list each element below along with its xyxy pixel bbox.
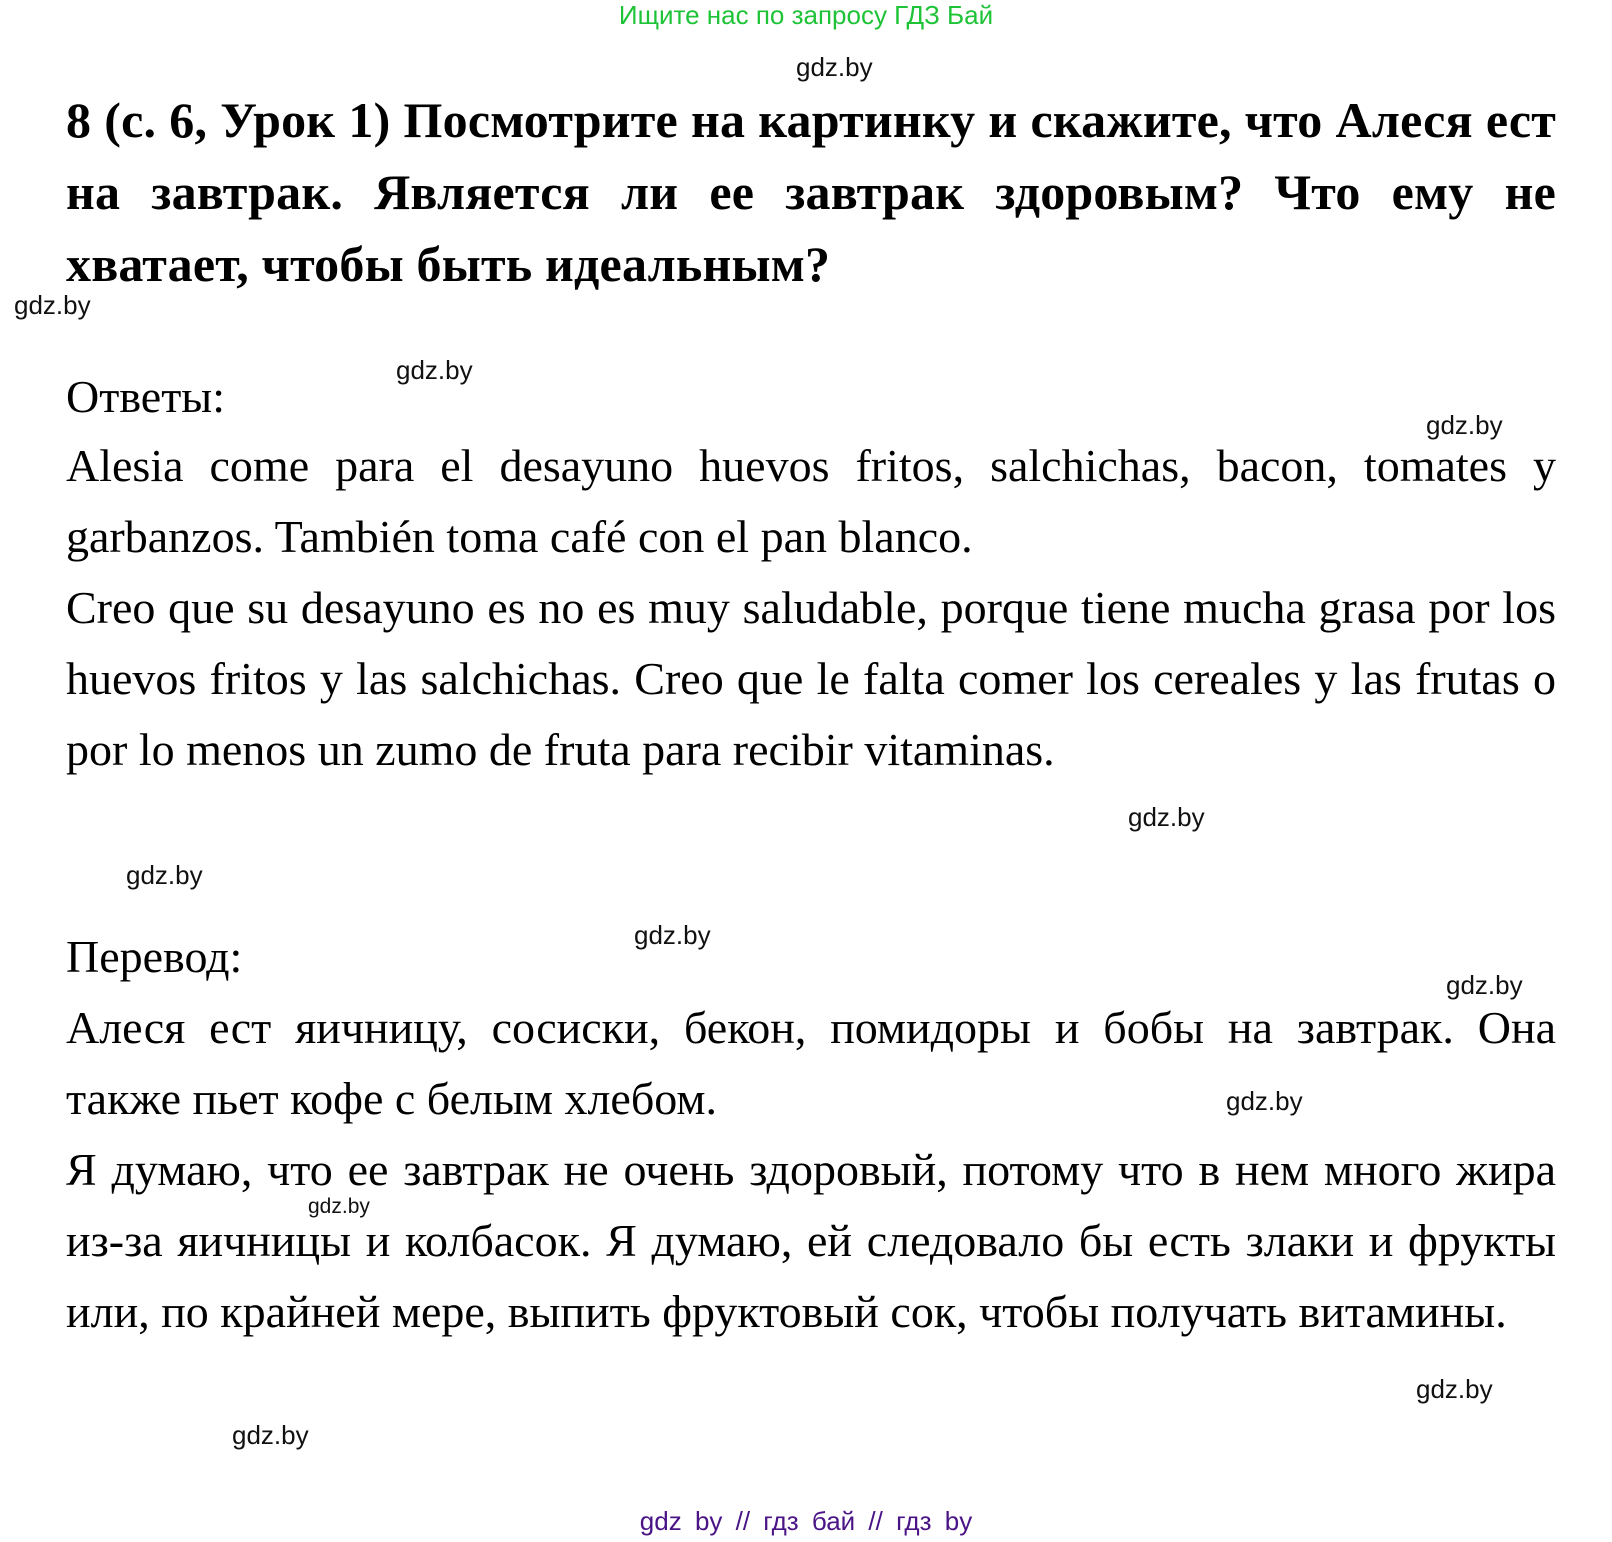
- watermark: gdz.by: [1226, 1086, 1303, 1116]
- watermark: gdz.by: [14, 290, 91, 320]
- answer-paragraph: Creo que su desayuno es no es muy saludable, porque tiene mucha grasa por los huevos fritos y las salchichas. Creo que le falta comer los cereales y las frutas o por lo menos un zumo de fruta para recibir vitaminas.: [66, 582, 1556, 775]
- watermark: gdz.by: [1416, 1374, 1493, 1404]
- translation-paragraph: Алеся ест яичницу, сосиски, бекон, помидоры и бобы на завтрак. Она также пьет кофе с белым хлебом.: [66, 1002, 1556, 1124]
- footer-watermark: gdz by // гдз бай // гдз by: [639, 1506, 973, 1536]
- answers-label: Ответы:: [66, 371, 225, 422]
- watermark: gdz.by: [1426, 410, 1503, 440]
- search-hint-banner: Ищите нас по запросу ГДЗ Бай: [618, 0, 994, 30]
- watermark: gdz.by: [308, 1195, 370, 1218]
- answer-paragraph: Alesia come para el desayuno huevos fritos, salchichas, bacon, tomates y garbanzos. También toma café con el pan blanco.: [66, 440, 1556, 562]
- watermark: gdz.by: [126, 860, 203, 890]
- exercise-question: 8 (с. 6, Урок 1) Посмотрите на картинку и скажите, что Алеся ест на завтрак. Является ли ее завтрак здоровым? Что ему не хватает, чтобы быть идеальным?: [66, 92, 1556, 292]
- watermark: gdz.by: [1128, 802, 1205, 832]
- translation-text: [66, 992, 1556, 1347]
- answers-text: [66, 430, 1556, 785]
- translation-paragraph: Я думаю, что ее завтрак не очень здоровый, потому что в нем много жира из-за яичницы и колбасок. Я думаю, ей следовало бы есть злаки и фрукты или, по крайней мере, выпить фруктовый сок, чтобы получать витамины.: [66, 1144, 1556, 1337]
- watermark: gdz.by: [796, 52, 873, 82]
- watermark: gdz.by: [634, 920, 711, 950]
- translation-label: Перевод:: [66, 931, 243, 982]
- watermark: gdz.by: [232, 1420, 309, 1450]
- watermark: gdz.by: [1446, 970, 1523, 1000]
- watermark: gdz.by: [396, 355, 473, 385]
